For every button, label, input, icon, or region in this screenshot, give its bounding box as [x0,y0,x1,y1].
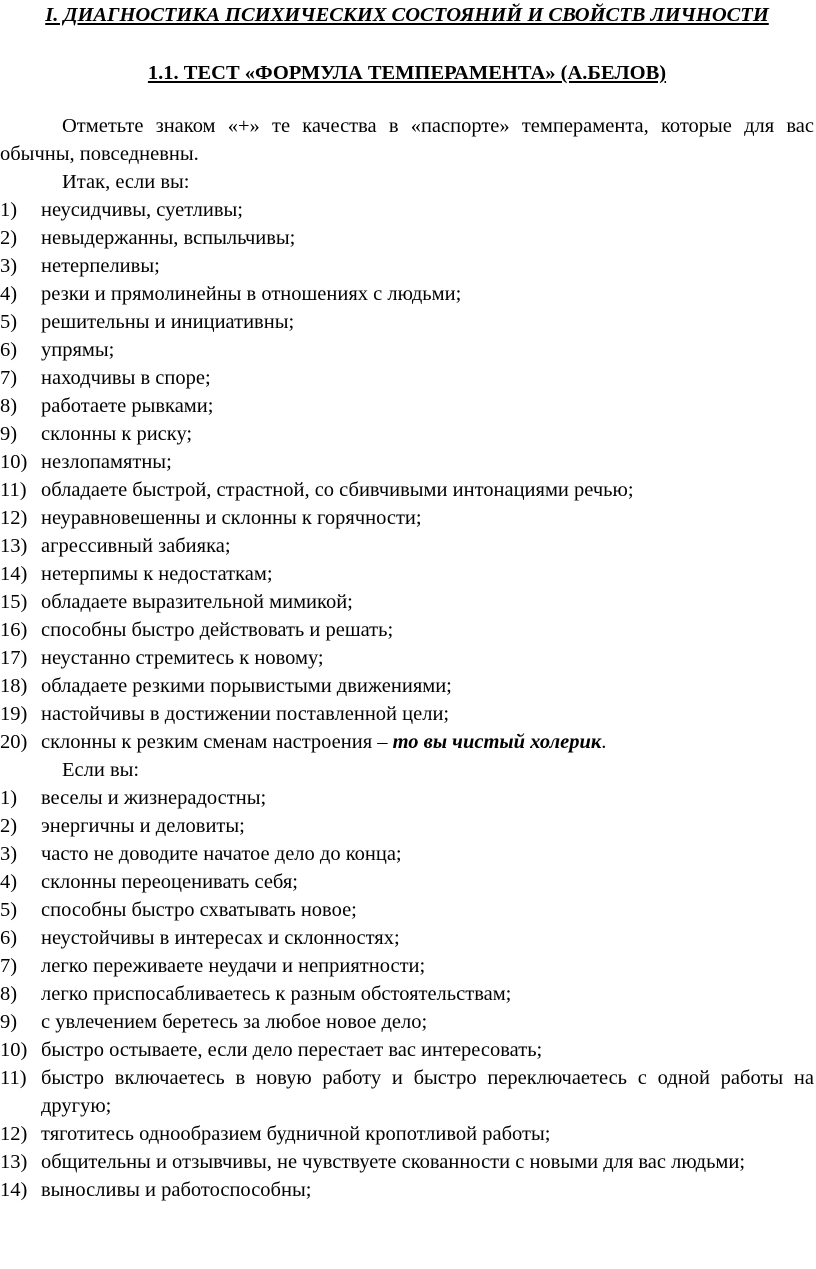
item-number: 4) [0,871,18,893]
list-item [0,1008,814,1036]
list-item [0,840,814,868]
item-text: склонны к риску; [41,423,193,445]
list-item [0,336,814,364]
item-text: легко переживаете неудачи и неприятности; [41,955,426,977]
item-number: 11) [0,479,27,501]
list-item [0,924,814,952]
item-number: 10) [0,1039,28,1061]
list-item [0,784,814,812]
chapter-title: I. ДИАГНОСТИКА ПСИХИЧЕСКИХ СОСТОЯНИЙ И СВОЙСТВ ЛИЧНОСТИ [45,4,769,26]
item-number: 3) [0,255,18,277]
section2-intro: Если вы: [62,759,140,781]
item-text: агрессивный забияка; [41,535,231,557]
item-text: находчивы в споре; [41,367,211,389]
list-item [0,700,814,728]
item-number: 4) [0,283,18,305]
list-item [0,1176,814,1204]
item-text: склонны к резким сменам настроения – [41,731,393,753]
list-item [0,560,814,588]
item-text: общительны и отзывчивы, не чувствуете скованности с новыми для вас людьми; [41,1151,746,1173]
item-number: 14) [0,1179,28,1201]
list-item [0,1120,814,1148]
item-text: неусидчивы, суетливы; [41,199,243,221]
list-item [0,952,814,980]
item-text: обладаете резкими порывистыми движениями; [41,675,452,697]
list-item [0,280,814,308]
item-text: нетерпеливы; [41,255,160,277]
item-number: 8) [0,395,18,417]
item-text: резки и прямолинейны в отношениях с людьми; [41,283,462,305]
item-number: 3) [0,843,18,865]
item-number: 15) [0,591,28,613]
section1-intro: Итак, если вы: [62,171,190,193]
item-number: 16) [0,619,28,641]
item-text: склонны переоценивать себя; [41,871,298,893]
list-item [0,896,814,924]
list-item [0,476,814,504]
item-text: с увлечением беретесь за любое новое дело; [41,1011,428,1033]
item-number: 9) [0,1011,18,1033]
item-number: 2) [0,227,18,249]
list-item [0,672,814,700]
list-item [0,308,814,336]
item-number: 13) [0,535,28,557]
item-number: 19) [0,703,28,725]
list-item [0,980,814,1008]
list-item [0,448,814,476]
item-number: 11) [0,1067,27,1089]
list-item [0,420,814,448]
item-number: 7) [0,955,18,977]
list-item [0,1064,814,1120]
item-number: 18) [0,675,28,697]
item-text: обладаете быстрой, страстной, со сбивчивыми интонациями речью; [41,479,634,501]
item-number: 13) [0,1151,28,1173]
item-number: 14) [0,563,28,585]
item-number: 10) [0,451,28,473]
item-number: 9) [0,423,18,445]
list-item [0,504,814,532]
item-text: упрямы; [41,339,115,361]
list-item-conclusion [0,728,814,756]
item-text: часто не доводите начатое дело до конца; [41,843,402,865]
item-text: работаете рывками; [41,395,214,417]
item-text: обладаете выразительной мимикой; [41,591,353,613]
sanguine-list [0,784,814,1204]
item-text: решительны и инициативны; [41,311,295,333]
item-number: 5) [0,899,18,921]
item-text: выносливы и работоспособны; [41,1179,312,1201]
list-item [0,588,814,616]
item-text: настойчивы в достижении поставленной цели; [41,703,450,725]
item-text: способны быстро схватывать новое; [41,899,357,921]
list-item [0,364,814,392]
item-text: невыдержанны, вспыльчивы; [41,227,296,249]
list-item [0,532,814,560]
item-text: веселы и жизнерадостны; [41,787,267,809]
item-number: 7) [0,367,18,389]
item-text: энергичны и деловиты; [41,815,245,837]
list-item [0,392,814,420]
list-item [0,1148,814,1176]
item-number: 2) [0,815,18,837]
item-number: 8) [0,983,18,1005]
item-number: 12) [0,507,28,529]
list-item [0,252,814,280]
item-number: 20) [0,731,28,753]
item-end: . [601,731,607,753]
list-item [0,644,814,672]
item-text: быстро включаетесь в новую работу и быстро переключаетесь с одной работы на другую; [41,1067,814,1117]
item-text: способны быстро действовать и решать; [41,619,394,641]
item-number: 6) [0,339,18,361]
item-number: 5) [0,311,18,333]
choleric-conclusion: то вы чистый холерик [392,731,602,753]
item-text: легко приспосабливаетесь к разным обстоятельствам; [41,983,512,1005]
item-text: неустанно стремитесь к новому; [41,647,324,669]
item-text: незлопамятны; [41,451,172,473]
test-title: 1.1. ТЕСТ «ФОРМУЛА ТЕМПЕРАМЕНТА» (А.БЕЛОВ) [147,62,667,84]
choleric-list [0,196,814,756]
item-text: неустойчивы в интересах и склонностях; [41,927,400,949]
item-number: 17) [0,647,28,669]
item-text: быстро остываете, если дело перестает вас интересовать; [41,1039,543,1061]
item-number: 1) [0,199,18,221]
list-item [0,812,814,840]
list-item [0,868,814,896]
list-item [0,224,814,252]
list-item [0,1036,814,1064]
item-text: нетерпимы к недостаткам; [41,563,273,585]
document-page [0,1,816,1269]
item-number: 1) [0,787,18,809]
instruction-paragraph: Отметьте знаком «+» те качества в «паспорте» темперамента, которые для вас обычны, повседневны. [0,115,814,165]
list-item [0,616,814,644]
item-text: тяготитесь однообразием будничной кропотливой работы; [41,1123,551,1145]
list-item [0,196,814,224]
item-number: 6) [0,927,18,949]
item-text: неуравновешенны и склонны к горячности; [41,507,422,529]
item-number: 12) [0,1123,28,1145]
